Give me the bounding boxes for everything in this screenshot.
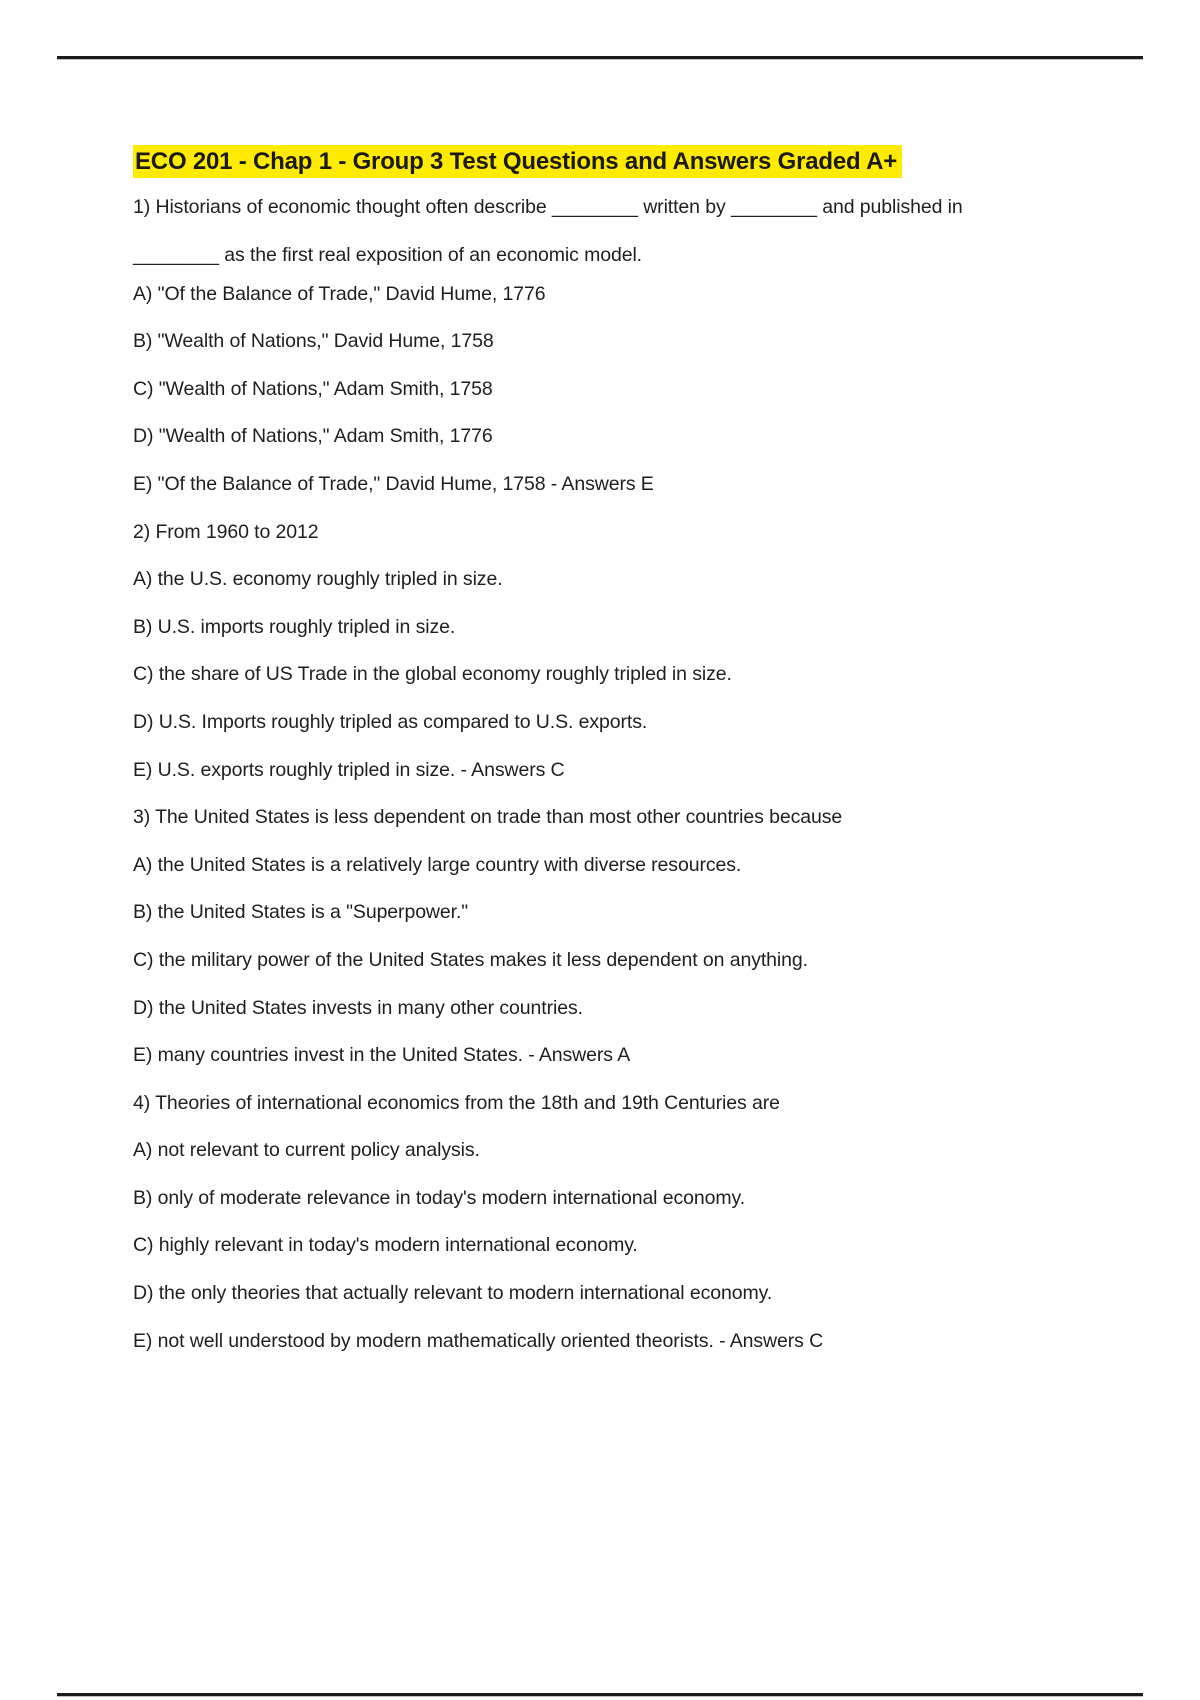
answer-option-text: D) U.S. Imports roughly tripled as compared to U.S. exports. [133,710,648,733]
question-text-continuation: ________ as the first real exposition of an economic model. [133,243,642,266]
answer-option-text: C) the share of US Trade in the global economy roughly tripled in size. [133,663,732,686]
answer-option-text: E) not well understood by modern mathematically oriented theorists. - Answers C [133,1329,824,1352]
answer-option-text: E) many countries invest in the United States. - Answers A [133,1044,631,1067]
answer-option-text: C) "Wealth of Nations," Adam Smith, 1758 [133,377,493,400]
document-title: ECO 201 - Chap 1 - Group 3 Test Questions and Answers Graded A+ [133,145,902,178]
bottom-border-rule [57,1693,1143,1696]
question-text: 4) Theories of international economics from the 18th and 19th Centuries are [133,1091,780,1114]
answer-option-text: E) "Of the Balance of Trade," David Hume, 1758 - Answers E [133,472,654,495]
answer-option-text: A) "Of the Balance of Trade," David Hume, 1776 [133,282,546,305]
answer-option-text: D) the United States invests in many other countries. [133,996,583,1019]
question-text: 2) From 1960 to 2012 [133,520,319,543]
question-text: 1) Historians of economic thought often describe ________ written by ________ and published in [133,196,963,218]
answer-option-text: E) U.S. exports roughly tripled in size. - Answers C [133,758,565,781]
answer-option-text: B) only of moderate relevance in today's modern international economy. [133,1186,746,1209]
answer-option-text: A) the U.S. economy roughly tripled in size. [133,568,503,591]
question-text: 3) The United States is less dependent on trade than most other countries because [133,806,843,829]
document-body [133,145,1093,1374]
title-row [133,145,1093,178]
answer-option-text: A) not relevant to current policy analysis. [133,1139,480,1162]
answer-option-text: A) the United States is a relatively large country with diverse resources. [133,853,742,876]
answer-option-text: C) highly relevant in today's modern international economy. [133,1234,638,1257]
answer-option-text: B) "Wealth of Nations," David Hume, 1758 [133,330,494,353]
answer-option-text: B) U.S. imports roughly tripled in size. [133,615,456,638]
answer-option-text: B) the United States is a "Superpower." [133,901,469,924]
answer-option-text: D) "Wealth of Nations," Adam Smith, 1776 [133,425,493,448]
answer-option-text: C) the military power of the United States makes it less dependent on anything. [133,948,808,971]
answer-option-text: D) the only theories that actually relevant to modern international economy. [133,1282,773,1305]
question-list [133,193,1093,1356]
top-border-rule [57,56,1143,59]
